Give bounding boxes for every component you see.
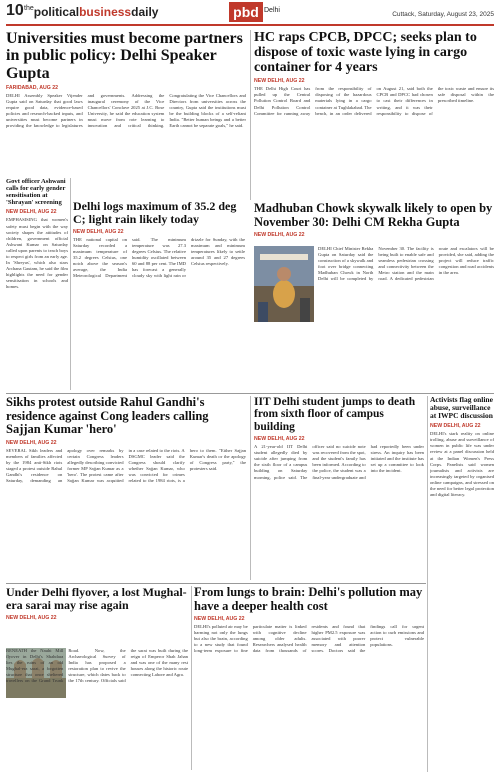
story-weather [73,200,245,390]
dateline: FARIDABAD, AUG 22 [6,84,58,91]
dateline: NEW DELHI, AUG 22 [6,439,57,446]
column-rule [427,396,428,772]
section-logo: pbd [229,2,263,22]
dateline: NEW DELHI, AUG 22 [254,78,305,85]
headline: Madhuban Chowk skywalk likely to open by November 30: Delhi CM Rekha Gupta [254,202,493,229]
headline: Activists flag online abuse, surveillance at IWPC discussion [430,396,493,421]
dateline: NEW DELHI, AUG 22 [430,423,481,430]
article-body: THE national capital on Saturday recorded a maximum temperature of 35.2 degrees Celsius, one notch above the season's average, the India Meteorological Department said. The minimum temperature was 27.3 degrees Celsius. The relative humidity oscillated between 60 and 88 per cent. The IMD has forecast a generally cloudy sky with light rain or drizzle for Sunday, with the maximum and minimum temperatures likely to settle around 35 and 27 degrees Celsius respectively. [73,236,245,279]
article-body: THE Delhi High Court has pulled up the Central Pollution Control Board and Delhi Pollution Control Committee for running away from the responsibility of disposing of the hazardous materials lying in a cargo container at Tughlakabad. The bench, in an order delivered on August 21, said both the CPCB and DPCC had chosen to cast their differences in writing, and it was their responsibility to dispose of the toxic waste and ensure its safe disposal within the prescribed timeline. [254,86,494,116]
section-name: Delhi [264,7,280,14]
column-rule [191,586,192,770]
story-activists [430,396,494,770]
headline: From lungs to brain: Delhi's pollution may have a deeper health cost [194,586,423,613]
article-body: DELHI's stark reality on online trolling, abuse and surveillance of women in public life was under review at a panel discussion held at the Indian Women's Press Corps. Panelists said women journalists and activists are increasingly targeted by organised online campaigns, and stressed on the need for better legal protection and digital literacy. [430,431,494,497]
dateline: NEW DELHI, AUG 22 [254,232,305,238]
article-body: DELHI Chief Minister Rekha Gupta on Saturday said the construction of a skywalk and foot over bridge connecting Madhuban Chowk in North Delhi will be completed by November 30. The facility is being built to enable safe and seamless pedestrian crossing and connectivity between the Metro station and the main road. A dedicated pedestrian route and escalators will be provided, she said, adding the project will reduce traffic congestion and road accidents in the area. [318,246,494,282]
column-rule [250,396,251,580]
skywalk-photo [254,246,314,322]
article-body: EMPHASISING that women's safety must begin with the way society shapes the attitudes of children, government official Ashwani Kumar on Saturday called upon parents to teach boys to respect girls from an early age. In 'Shreyas', which also stars Archana Gautam, he said the film highlights the need for gender sensitisation in schools and homes. [6,217,68,290]
page-number: 10 [6,2,24,19]
column-rule [250,30,251,200]
dateline: NEW DELHI, AUG 22 [194,616,245,622]
headline: Under Delhi flyover, a lost Mughal-era sarai may rise again [6,586,187,612]
article-body: SEVERAL Sikh leaders and members of families affected by the 1984 anti-Sikh riots staged a protest outside Rahul Gandhi's residence on Saturday, demanding an apology over remarks by certain Congress leaders allegedly describing convicted former MP Sajjan Kumar as a 'hero'. The protest came after Sajjan Kumar was acquitted in a case related to the riots. A DSGMC leader said the Congress should clarify whether Sajjan Kumar, who was convicted for crimes related to the 1984 riots, is a hero to them. "Either Sajjan Kumar's death or the apology of Congress party," the protesters said. [6,447,246,483]
column-rule [70,178,71,390]
story-mughal-sarai [6,586,188,770]
dateline: NEW DELHI, AUG 22 [6,614,57,621]
section-divider [6,393,494,394]
headline: HC raps CPCB, DPCC; seeks plan to dispose of toxic waste lying in cargo container for 4 years [254,30,477,76]
story-pollution [194,586,424,770]
story-hc-raps [254,30,494,200]
story-govt-officer [6,178,68,390]
dateline: NEW DELHI, AUG 22 [254,436,305,443]
article-body: BENEATH the Nauhi Mill flyover in Delhi's Shahdara lies the ruins of an old Mughal-era sarai, a forgotten structure that once sheltered travellers on the Grand Trunk Road. Now, the Archaeological Survey of India has proposed a restoration plan to revive the structure, which dates back to the 17th century. Officials said the sarai was built during the reign of Emperor Shah Jahan and was one of the many rest houses along the historic route connecting Lahore and Agra. [6,648,188,684]
section-divider [6,583,426,584]
headline: Govt officer Ashwani calls for early gender sensitisation at 'Shrayan' screening [6,178,66,207]
masthead [6,2,494,26]
dateline: NEW DELHI, AUG 22 [6,209,57,216]
story-sikhs [6,396,246,580]
article-body: DELHI Assembly Speaker Vijender Gupta said on Saturday that good laws require good data, evidence-based policies and research-backed inputs, and universities must become partners in providing the knowledge to legislatures and governments. Addressing the inaugural ceremony of the Vice Chancellors' Conclave 2025 at J.C. Bose University, he said the education system must move from rote learning to innovation and critical thinking. Congratulating the Vice Chancellors and Directors from universities across the country, Gupta said the institutions must be the building blocks of a self-reliant India. "Better human beings and a better Earth cannot be separate goals," he said. [6,92,246,129]
headline: Sikhs protest outside Rahul Gandhi's residence against Cong leaders calling Sajjan Kumar 'hero' [6,396,209,436]
headline: IIT Delhi student jumps to death from sixth floor of campus building [254,396,416,433]
brand-main: political [33,5,80,19]
issue-date: Cuttack, Saturday, August 23, 2025 [392,11,494,18]
brand-accent: business [79,5,132,19]
brand-suffix: daily [131,5,159,19]
brand-name [24,5,158,19]
article-body: A 21-year-old IIT Delhi student allegedly died by suicide after jumping from the sixth floor of a campus building on Saturday morning, police said. The officer said no suicide note was recovered from the spot, and the student's family has been informed. According to the police, the student was a final-year undergraduate and had reportedly been under stress. An inquiry has been initiated and the institute has set up a committee to look into the incident. [254,444,424,480]
article-body: DELHI's polluted air may be harming not only the lungs but also the brain, according to a new study that found long-term exposure to fine particulate matter is linked with cognitive decline among older adults. Researchers analysed health data from thousands of residents and found that higher PM2.5 exposure was associated with poorer memory and attention scores. Doctors said the findings call for urgent action to curb emissions and protect vulnerable populations. [194,624,424,654]
story-iit [254,396,424,580]
story-skywalk [254,202,494,390]
brand-prefix: the [24,5,34,12]
story-universities [6,30,246,175]
dateline: NEW DELHI, AUG 22 [73,228,124,235]
headline: Delhi logs maximum of 35.2 deg C; light rain likely today [73,200,237,226]
headline: Universities must become partners in public policy: Delhi Speaker Gupta [6,30,243,82]
